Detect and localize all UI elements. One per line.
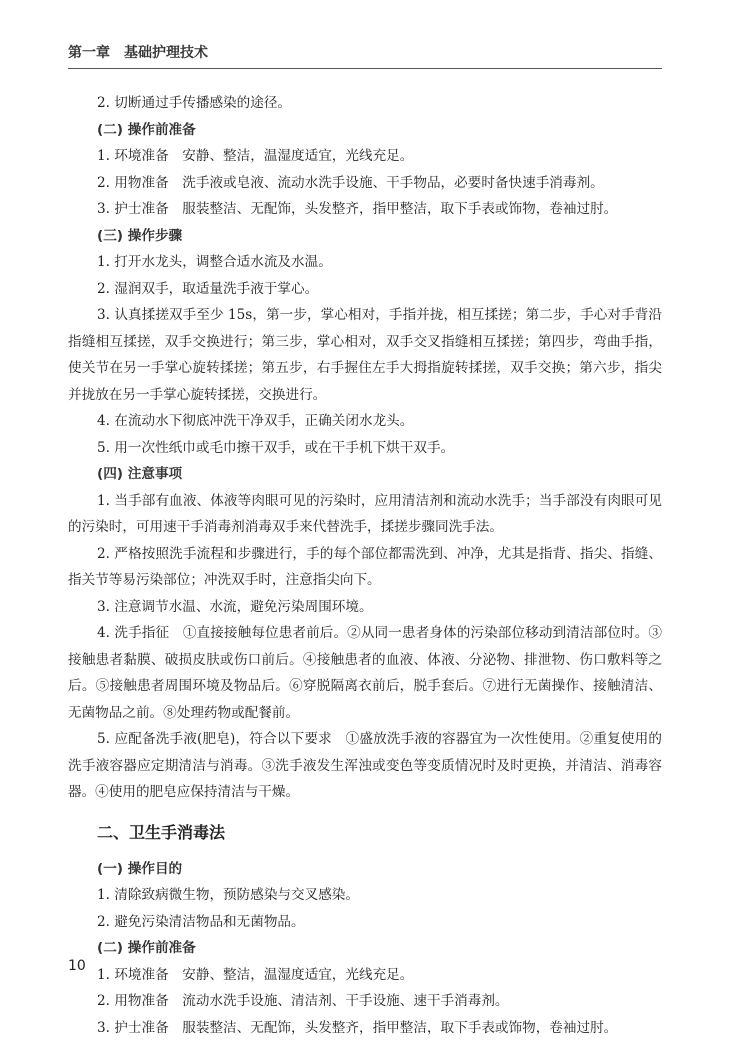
paragraph: 1. 环境准备 安静、整洁，温湿度适宜，光线充足。 bbox=[68, 143, 662, 170]
paragraph: 2. 切断通过手传播感染的途径。 bbox=[68, 90, 662, 117]
chapter-label: 第一章 bbox=[68, 45, 110, 61]
paragraph: 1. 打开水龙头，调整合适水流及水温。 bbox=[68, 249, 662, 276]
paragraph: 3. 护士准备 服装整洁、无配饰，头发整齐，指甲整洁，取下手表或饰物，卷袖过肘。 bbox=[68, 196, 662, 223]
subsection-heading: (二) 操作前准备 bbox=[68, 935, 662, 962]
subsection-heading: (四) 注意事项 bbox=[68, 461, 662, 488]
paragraph: 1. 环境准备 安静、整洁，温湿度适宜，光线充足。 bbox=[68, 962, 662, 989]
paragraph: 2. 用物准备 流动水洗手设施、清洁剂、干手设施、速干手消毒剂。 bbox=[68, 988, 662, 1015]
section-heading: 二、卫生手消毒法 bbox=[68, 820, 662, 846]
paragraph: 3. 注意调节水温、水流，避免污染周围环境。 bbox=[68, 594, 662, 621]
subsection-heading: (一) 操作目的 bbox=[68, 856, 662, 883]
paragraph: 1. 清除致病微生物，预防感染与交叉感染。 bbox=[68, 882, 662, 909]
paragraph: 2. 用物准备 洗手液或皂液、流动水洗手设施、干手物品，必要时备快速手消毒剂。 bbox=[68, 170, 662, 197]
paragraph: 3. 认真揉搓双手至少 15s，第一步，掌心相对，手指并拢，相互揉搓；第二步，手心对手背沿指缝相互揉搓，双手交换进行；第三步，掌心相对，双手交叉指缝相互揉搓；第四步，弯曲手指，使关节在另一手掌心旋转揉搓；第五步，右手握住左手大拇指旋转揉搓，双手交换；第六步，指尖并拢放在另一手掌心旋转揉搓，交换进行。 bbox=[68, 302, 662, 408]
paragraph: 4. 洗手指征 ①直接接触每位患者前后。②从同一患者身体的污染部位移动到清洁部位时。③接触患者黏膜、破损皮肤或伤口前后。④接触患者的血液、体液、分泌物、排泄物、伤口敷料等之后。⑤接触患者周围环境及物品后。⑥穿脱隔离衣前后，脱手套后。⑦进行无菌操作、接触清洁、无菌物品之前。⑧处理药物或配餐前。 bbox=[68, 620, 662, 726]
subsection-heading: (二) 操作前准备 bbox=[68, 117, 662, 144]
subsection-heading: (三) 操作步骤 bbox=[68, 223, 662, 250]
running-header bbox=[68, 42, 208, 62]
paragraph: 2. 避免污染清洁物品和无菌物品。 bbox=[68, 909, 662, 936]
paragraph: 5. 用一次性纸巾或毛巾擦干双手，或在干手机下烘干双手。 bbox=[68, 435, 662, 462]
paragraph: 5. 应配备洗手液(肥皂)，符合以下要求 ①盛放洗手液的容器宜为一次性使用。②重复使用的洗手液容器应定期清洁与消毒。③洗手液发生浑浊或变色等变质情况时及时更换，并清洁、消毒容器。④使用的肥皂应保持清洁与干燥。 bbox=[68, 726, 662, 806]
paragraph: 1. 当手部有血液、体液等肉眼可见的污染时，应用清洁剂和流动水洗手；当手部没有肉眼可见的污染时，可用速干手消毒剂消毒双手来代替洗手，揉搓步骤同洗手法。 bbox=[68, 488, 662, 541]
header-rule bbox=[68, 68, 662, 69]
page-number: 10 bbox=[68, 958, 86, 974]
chapter-title: 基础护理技术 bbox=[124, 45, 208, 61]
paragraph: 3. 护士准备 服装整洁、无配饰，头发整齐，指甲整洁，取下手表或饰物，卷袖过肘。 bbox=[68, 1015, 662, 1041]
paragraph: 4. 在流动水下彻底冲洗干净双手，正确关闭水龙头。 bbox=[68, 408, 662, 435]
page-body bbox=[68, 90, 662, 1041]
paragraph: 2. 湿润双手，取适量洗手液于掌心。 bbox=[68, 276, 662, 303]
paragraph: 2. 严格按照洗手流程和步骤进行，手的每个部位都需洗到、冲净，尤其是指背、指尖、指缝、指关节等易污染部位；冲洗双手时，注意指尖向下。 bbox=[68, 541, 662, 594]
